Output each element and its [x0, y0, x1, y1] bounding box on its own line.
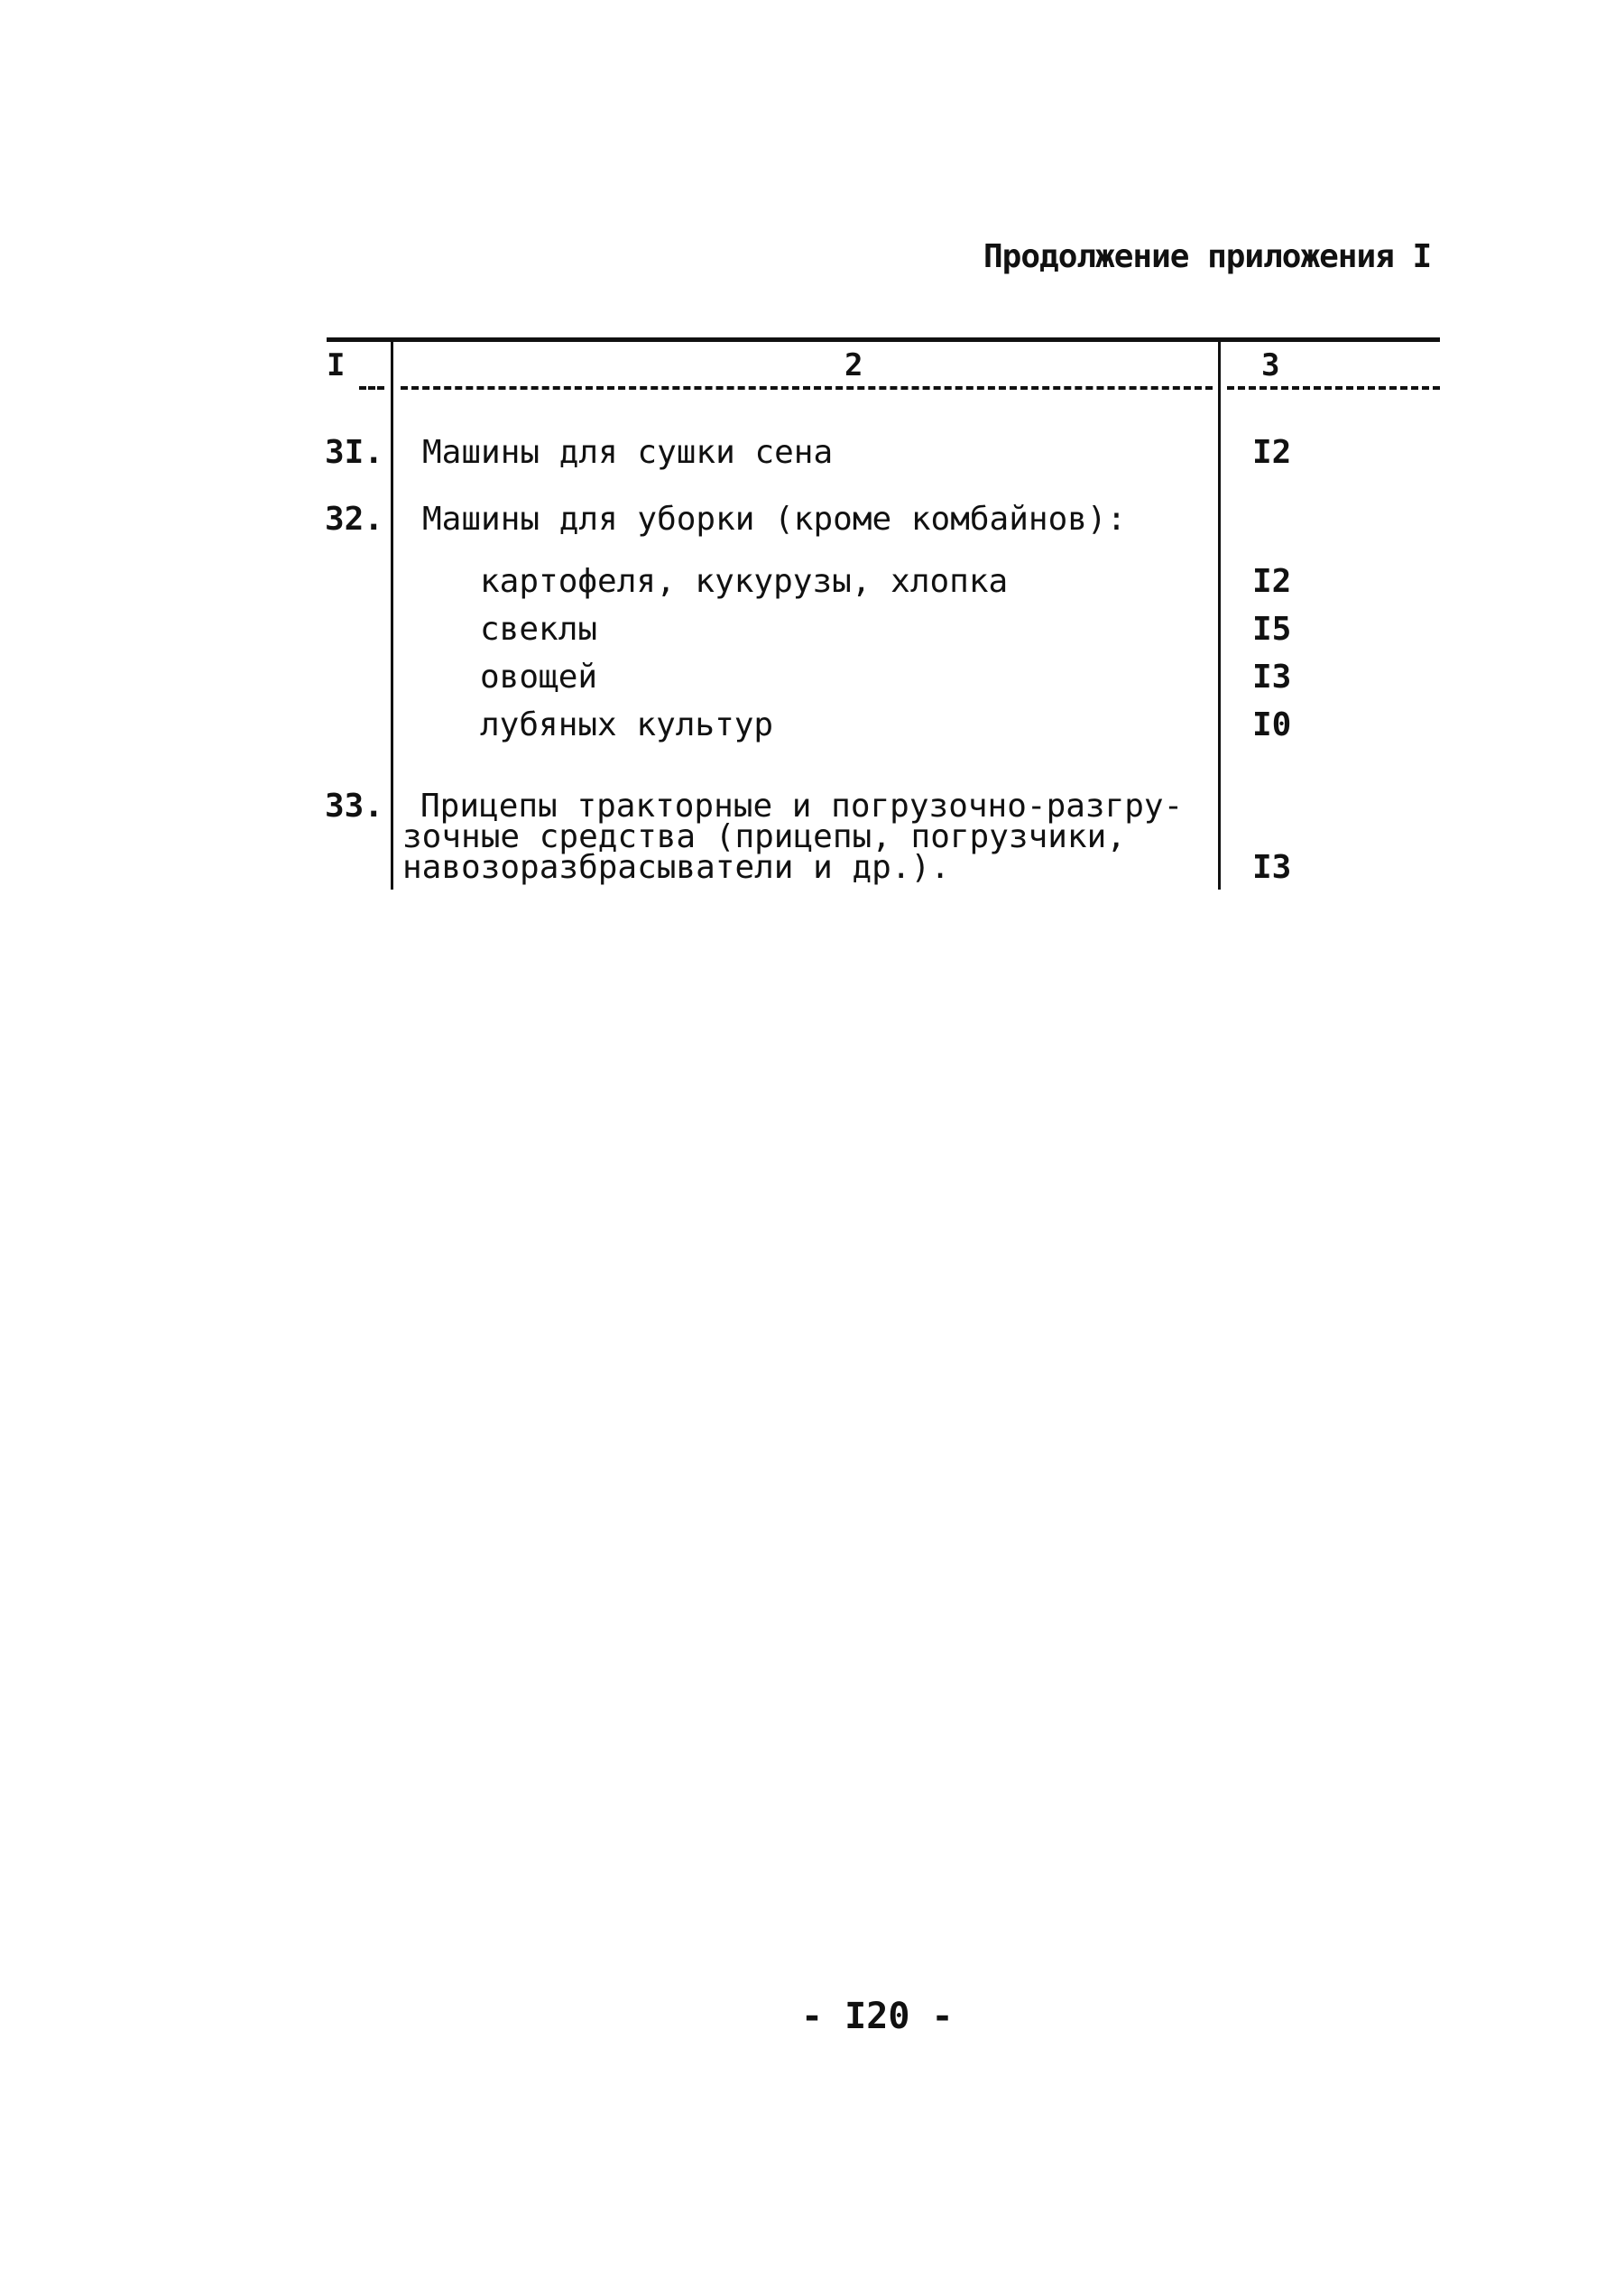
- row-value: I3: [1252, 849, 1292, 886]
- header-dash-col3: [1227, 386, 1440, 390]
- column-header-3: 3: [1261, 347, 1280, 383]
- row-number: 32.: [325, 501, 384, 538]
- row-name: зочные средства (прицепы, погрузчики,: [402, 818, 1126, 855]
- header-dash-col1: [359, 386, 384, 390]
- header-dash-col2: [401, 386, 1213, 390]
- row-name: навозоразбрасыватели и др.).: [402, 849, 950, 886]
- row-number: 3I.: [325, 434, 384, 471]
- row-number: 33.: [325, 788, 384, 825]
- row-name: овощей: [480, 659, 598, 696]
- row-name: картофеля, кукурузы, хлопка: [480, 563, 1009, 600]
- column-divider-2: [1218, 339, 1221, 890]
- row-name: Машины для уборки (кроме комбайнов):: [422, 501, 1127, 538]
- row-value: I3: [1252, 659, 1292, 696]
- page-number: - I20 -: [801, 1996, 954, 2037]
- row-value: I2: [1252, 434, 1292, 471]
- row-value: I2: [1252, 563, 1292, 600]
- row-name: свеклы: [480, 611, 598, 648]
- column-header-2: 2: [844, 347, 863, 383]
- column-divider-1: [391, 339, 393, 890]
- continuation-title: Продолжение приложения I: [983, 238, 1432, 275]
- row-name: Прицепы тракторные и погрузочно-разгру-: [420, 788, 1184, 825]
- column-header-1: I: [327, 347, 346, 383]
- row-value: I0: [1252, 706, 1292, 743]
- row-value: I5: [1252, 611, 1292, 648]
- row-name: лубяных культур: [480, 706, 774, 743]
- row-name: Машины для сушки сена: [422, 434, 834, 471]
- table-top-rule: [327, 337, 1440, 342]
